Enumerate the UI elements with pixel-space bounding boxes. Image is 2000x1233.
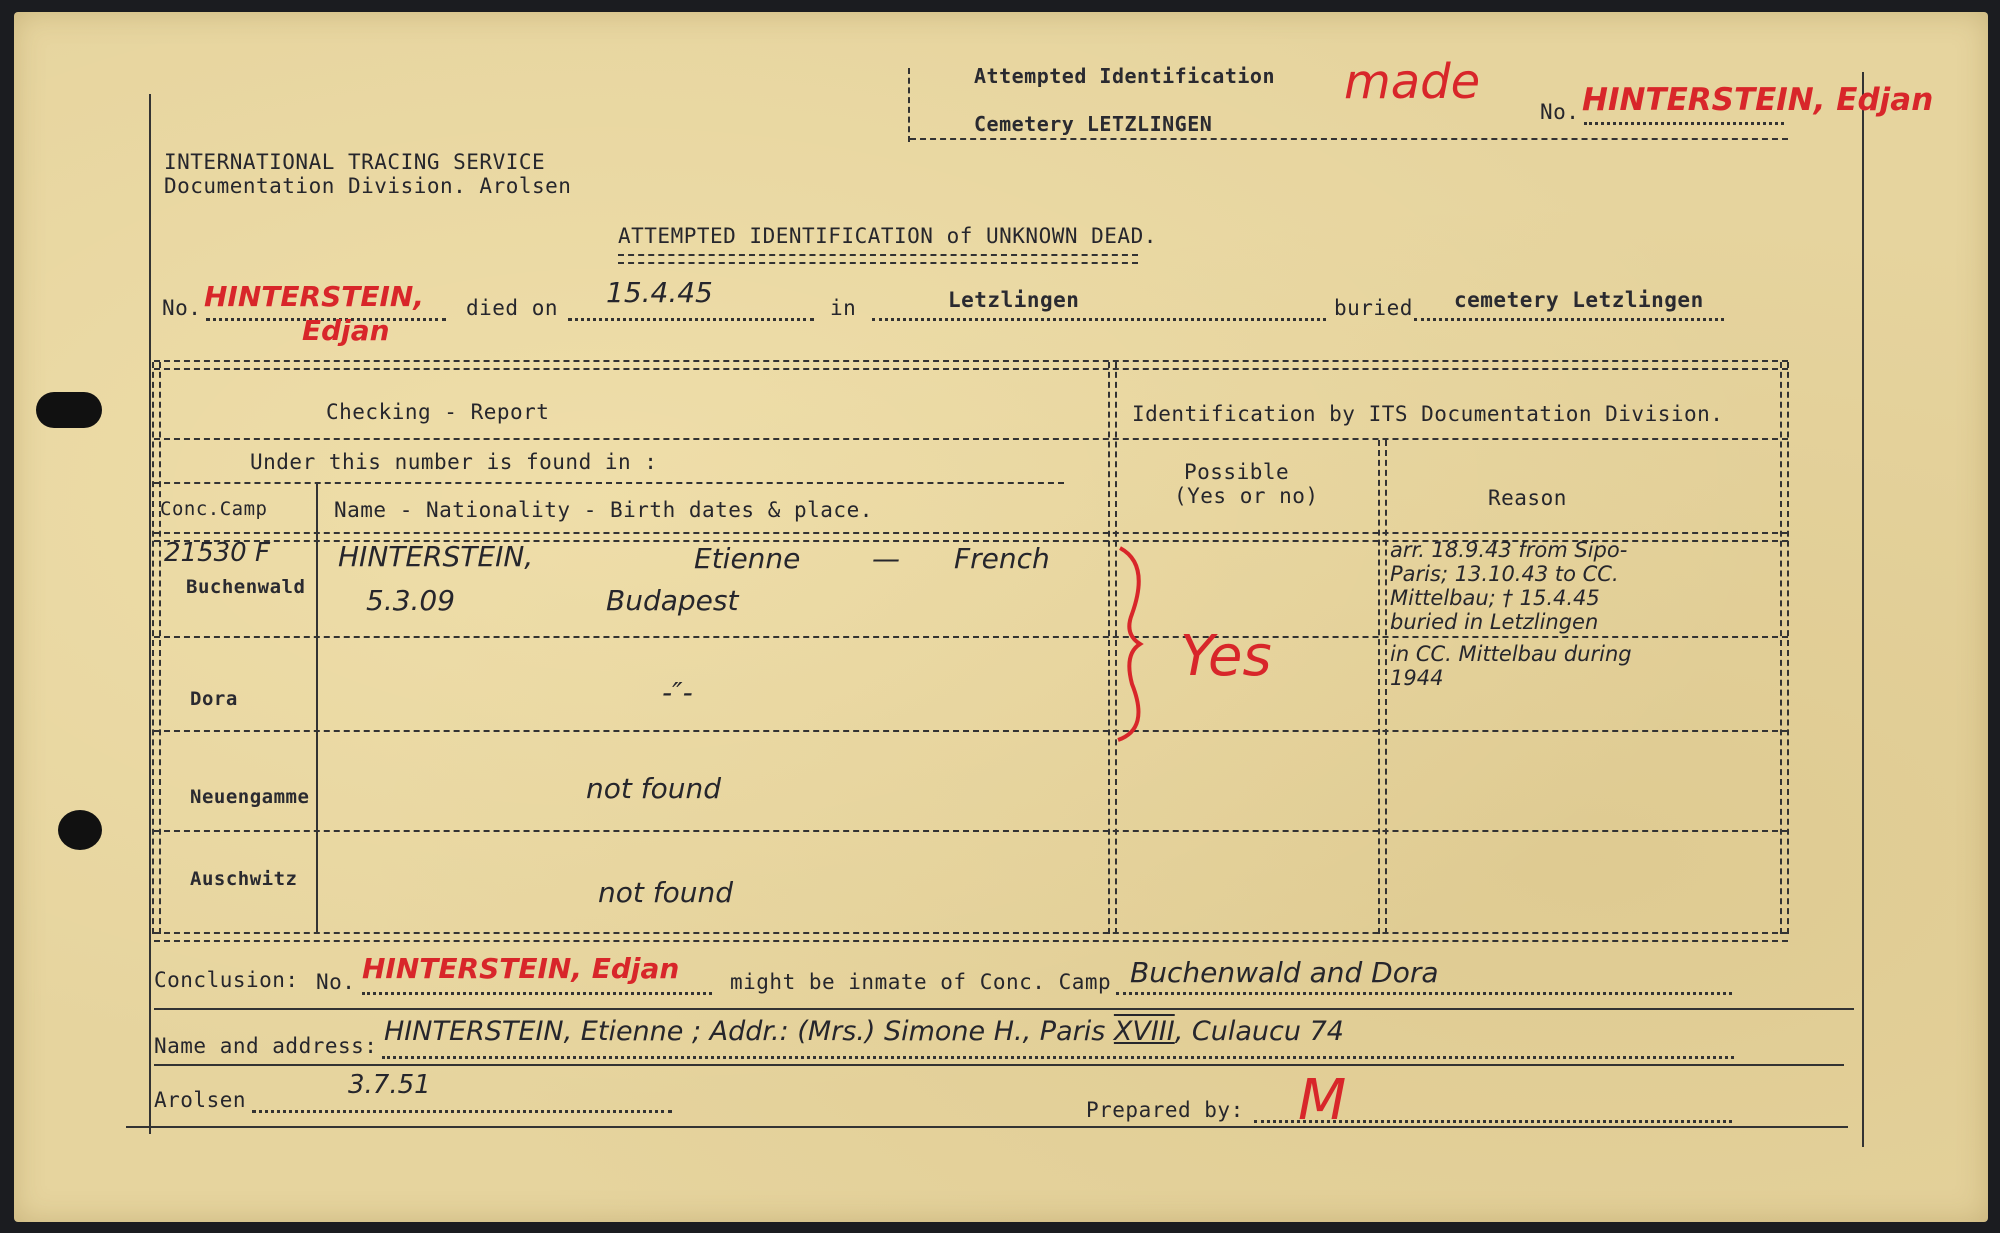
- conclusion-might-text: might be inmate of Conc. Camp: [730, 970, 1112, 994]
- address-value-main: HINTERSTEIN, Etienne ; Addr.: (Mrs.) Simone H., Paris: [384, 1016, 1114, 1047]
- table-left-border: [152, 362, 161, 934]
- in-label: in: [830, 296, 857, 320]
- address-arrondissement: XVIII: [1113, 1016, 1175, 1047]
- prepared-by-label: Prepared by:: [1086, 1098, 1244, 1122]
- col-possible-sub: (Yes or no): [1174, 484, 1319, 508]
- left-border-line: [149, 94, 151, 1134]
- attempted-identification-stamp: Attempted Identification: [974, 64, 1275, 88]
- address-label: Name and address:: [154, 1034, 378, 1058]
- in-dots: [872, 310, 1326, 321]
- table-top-border: [154, 360, 1788, 370]
- possible-yes: Yes: [1180, 624, 1272, 689]
- camp-name: Buchenwald: [186, 576, 306, 598]
- row-divider: [154, 830, 1788, 832]
- punch-hole-bottom: [58, 810, 102, 850]
- camp-name: Dora: [190, 688, 238, 710]
- reason-line: 1944: [1390, 666, 1444, 690]
- table-bottom-border: [154, 932, 1788, 942]
- stamp-bracket: [908, 68, 912, 142]
- row-divider: [154, 636, 1788, 638]
- identification-header: Identification by ITS Documentation Division.: [1132, 402, 1724, 426]
- cemetery-stamp: Cemetery LETZLINGEN: [974, 112, 1213, 136]
- bracket-mark: [1110, 544, 1170, 744]
- buried-label: buried: [1334, 296, 1413, 320]
- document-title: ATTEMPTED IDENTIFICATION of UNKNOWN DEAD.: [618, 224, 1157, 248]
- footer-date: 3.7.51: [348, 1070, 431, 1100]
- checking-report-header: Checking - Report: [326, 400, 550, 424]
- record-no-name: HINTERSTEIN,: [204, 280, 424, 313]
- org-division: Documentation Division. Arolsen: [164, 174, 572, 198]
- in-place: Letzlingen: [948, 288, 1080, 312]
- prepared-by-initial: M: [1298, 1068, 1347, 1133]
- col-name-header: Name - Nationality - Birth dates & place.: [334, 498, 873, 522]
- reason-line: Mittelbau; † 15.4.45: [1390, 586, 1600, 610]
- reason-line: buried in Letzlingen: [1390, 610, 1599, 634]
- conclusion-no-value: HINTERSTEIN, Edjan: [362, 952, 680, 985]
- found-in-label: Under this number is found in :: [250, 450, 658, 474]
- header-divider: [154, 438, 1788, 440]
- row-divider: [154, 730, 1788, 732]
- camp-name: Auschwitz: [190, 868, 298, 890]
- birth-place: Budapest: [606, 584, 739, 617]
- conclusion-no-dots: [362, 984, 712, 995]
- birth-date: 5.3.09: [366, 584, 456, 617]
- died-on-dots: [568, 310, 814, 321]
- footer-date-dots: [252, 1102, 672, 1113]
- table-right-border: [1780, 362, 1789, 934]
- stamp-underline: [910, 138, 1788, 140]
- buried-place: cemetery Letzlingen: [1454, 288, 1704, 312]
- address-street: , Culaucu 74: [1174, 1016, 1344, 1047]
- title-underline: [618, 254, 1138, 264]
- made-note: made: [1344, 54, 1481, 110]
- conclusion-no-label: No.: [316, 970, 356, 994]
- found-in-divider: [154, 482, 1064, 484]
- address-divider: [154, 1064, 1844, 1066]
- address-value: [384, 1016, 1344, 1047]
- prisoner-nationality: French: [954, 542, 1050, 575]
- org-name: INTERNATIONAL TRACING SERVICE: [164, 150, 546, 174]
- conclusion-label: Conclusion:: [154, 968, 299, 992]
- index-card: [14, 12, 1988, 1222]
- header-no-value: HINTERSTEIN, Edjan: [1582, 82, 1934, 118]
- punch-hole-top: [36, 392, 102, 428]
- died-on-date: 15.4.45: [606, 276, 713, 309]
- col-possible-header: Possible: [1184, 460, 1290, 484]
- prisoner-surname: HINTERSTEIN,: [338, 540, 534, 573]
- died-on-label: died on: [466, 296, 559, 320]
- bottom-border-line: [126, 1126, 1848, 1128]
- reason-line: Paris; 13.10.43 to CC.: [1390, 562, 1619, 586]
- address-dots: [382, 1048, 1734, 1059]
- record-no-firstname: Edjan: [302, 314, 390, 347]
- col-camp-header: Conc.Camp: [160, 498, 268, 520]
- table-camp-divider: [316, 482, 318, 934]
- col-reason-header: Reason: [1488, 486, 1567, 510]
- footer-place-label: Arolsen: [154, 1088, 247, 1112]
- prisoner-firstname: Etienne: [694, 542, 801, 575]
- table-reason-divider: [1378, 440, 1387, 934]
- header-no-label: No.: [1540, 100, 1580, 124]
- camp-name: Neuengamme: [190, 786, 310, 808]
- reason-line: arr. 18.9.43 from Sipo-: [1390, 538, 1628, 562]
- reason-line: in CC. Mittelbau during: [1390, 642, 1632, 666]
- not-found-text: not found: [586, 772, 722, 805]
- conclusion-divider: [154, 1008, 1854, 1010]
- record-no-label: No.: [162, 296, 202, 320]
- prisoner-number: 21530 F: [164, 538, 270, 568]
- ditto-mark: -″-: [662, 676, 693, 709]
- right-border-line: [1862, 72, 1864, 1147]
- not-found-text: not found: [598, 876, 734, 909]
- conclusion-camps: Buchenwald and Dora: [1130, 956, 1439, 989]
- name-dash: —: [872, 542, 900, 575]
